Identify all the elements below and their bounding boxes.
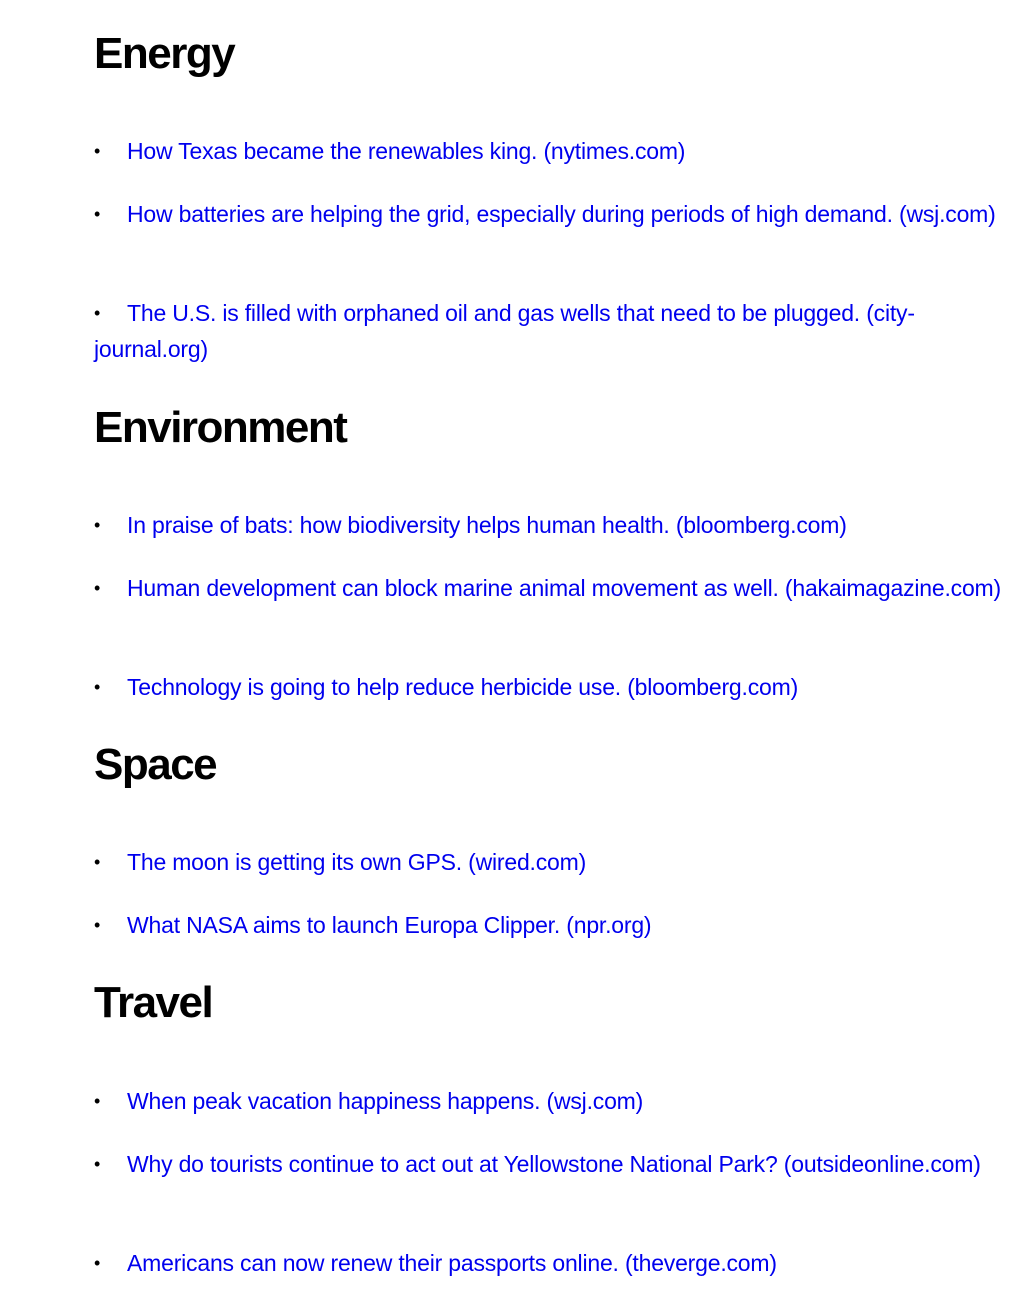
bullet-icon: • [94,141,101,161]
list-item [94,507,1004,543]
article-link[interactable]: Why do tourists continue to act out at Yellowstone National Park? (outsideonline.com) [127,1151,981,1177]
bullet-icon: • [94,915,101,935]
list-item [94,295,1004,367]
article-link[interactable]: In praise of bats: how biodiversity helps human health. (bloomberg.com) [127,512,847,538]
article-link[interactable]: How batteries are helping the grid, especially during periods of high demand. (wsj.com) [127,201,996,227]
article-link[interactable]: How Texas became the renewables king. (nytimes.com) [127,138,686,164]
section-title-travel: Travel [94,978,213,1027]
bullet-icon: • [94,578,101,598]
list-item [94,844,1004,880]
article-link[interactable]: When peak vacation happiness happens. (wsj.com) [127,1088,644,1114]
section-title-energy: Energy [94,29,235,78]
article-link[interactable]: The moon is getting its own GPS. (wired.com) [127,849,587,875]
section-title-space: Space [94,740,217,789]
article-link[interactable]: Technology is going to help reduce herbicide use. (bloomberg.com) [127,674,799,700]
bullet-icon: • [94,677,101,697]
article-link[interactable]: What NASA aims to launch Europa Clipper. (npr.org) [127,912,652,938]
bullet-icon: • [94,1253,101,1273]
bullet-icon: • [94,1091,101,1111]
section-title-environment: Environment [94,403,347,452]
list-item [94,1245,1004,1281]
list-item [94,133,1004,169]
bullet-icon: • [94,1154,101,1174]
article-link[interactable]: Human development can block marine animal movement as well. (hakaimagazine.com) [127,575,1001,601]
list-item [94,1146,1004,1182]
list-item [94,907,1004,943]
bullet-icon: • [94,303,101,323]
bullet-icon: • [94,852,101,872]
article-link[interactable]: The U.S. is filled with orphaned oil and gas wells that need to be plugged. (city-journal.org) [94,300,915,362]
list-item [94,669,1004,705]
list-item [94,196,1004,232]
list-item [94,570,1004,606]
article-link[interactable]: Americans can now renew their passports online. (theverge.com) [127,1250,777,1276]
bullet-icon: • [94,515,101,535]
bullet-icon: • [94,204,101,224]
list-item [94,1083,1004,1119]
